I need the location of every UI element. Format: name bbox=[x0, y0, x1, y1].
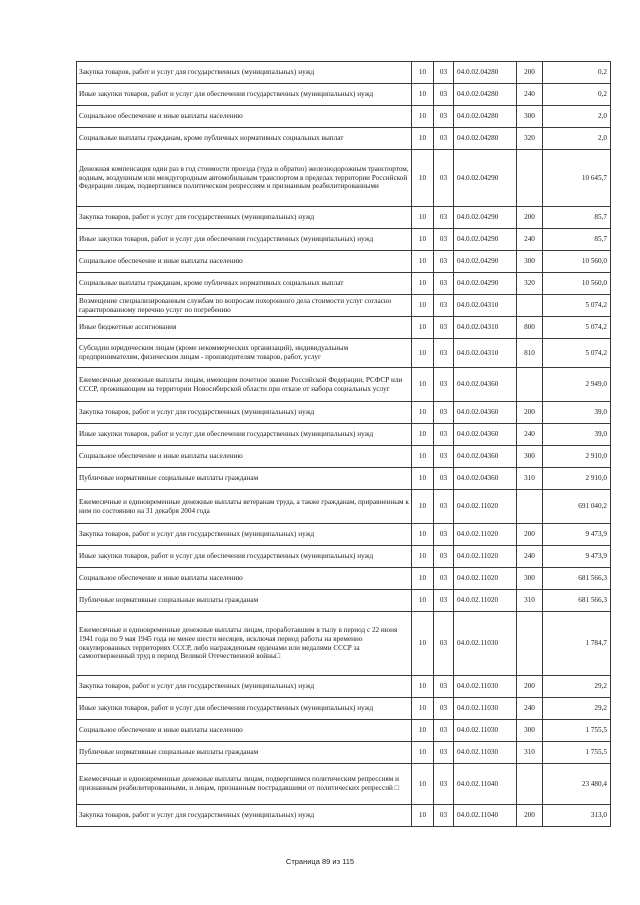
row-amount: 2,0 bbox=[543, 106, 611, 128]
row-name: Иные закупки товаров, работ и услуг для обеспечения государственных (муниципальных) нужд bbox=[77, 698, 412, 720]
row-name: Иные закупки товаров, работ и услуг для обеспечения государственных (муниципальных) нужд bbox=[77, 229, 412, 251]
row-name: Закупка товаров, работ и услуг для государственных (муниципальных) нужд bbox=[77, 207, 412, 229]
row-name: Закупка товаров, работ и услуг для государственных (муниципальных) нужд bbox=[77, 62, 412, 84]
row-name: Ежемесячные и единовременные денежные выплаты ветеранам труда, а также гражданам, приравненным к ним по состоянию на 31 декабря 2004 года bbox=[77, 490, 412, 524]
row-subsection: 03 bbox=[434, 150, 454, 207]
row-amount: 2 949,0 bbox=[543, 368, 611, 402]
row-expense-type: 200 bbox=[517, 524, 543, 546]
row-subsection: 03 bbox=[434, 546, 454, 568]
row-target-code: 04.0.02.04280 bbox=[454, 62, 517, 84]
row-expense-type: 240 bbox=[517, 546, 543, 568]
row-section: 10 bbox=[412, 590, 434, 612]
row-name: Возмещение специализированным службам по вопросам похоронного дела стоимости услуг согласно гарантированному перечню услуг по погребению bbox=[77, 295, 412, 317]
row-section: 10 bbox=[412, 490, 434, 524]
row-amount: 5 074,2 bbox=[543, 295, 611, 317]
row-section: 10 bbox=[412, 805, 434, 827]
row-section: 10 bbox=[412, 128, 434, 150]
row-target-code: 04.0.02.11020 bbox=[454, 524, 517, 546]
row-target-code: 04.0.02.04310 bbox=[454, 339, 517, 368]
row-subsection: 03 bbox=[434, 764, 454, 805]
row-section: 10 bbox=[412, 368, 434, 402]
row-target-code: 04.0.02.11030 bbox=[454, 612, 517, 676]
row-section: 10 bbox=[412, 676, 434, 698]
row-amount: 29,2 bbox=[543, 698, 611, 720]
row-expense-type: 310 bbox=[517, 468, 543, 490]
row-target-code: 04.0.02.04310 bbox=[454, 295, 517, 317]
row-section: 10 bbox=[412, 720, 434, 742]
row-name: Ежемесячные денежные выплаты лицам, имеющим почетное звание Российской Федерации, РСФСР или СССР, проживающим на территории Новосибирской области при отказе от набора социальных услуг bbox=[77, 368, 412, 402]
row-target-code: 04.0.02.04290 bbox=[454, 273, 517, 295]
row-subsection: 03 bbox=[434, 424, 454, 446]
table-row bbox=[77, 402, 611, 424]
row-expense-type bbox=[517, 295, 543, 317]
row-amount: 23 480,4 bbox=[543, 764, 611, 805]
row-amount: 5 074,2 bbox=[543, 317, 611, 339]
table-row bbox=[77, 612, 611, 676]
row-expense-type: 240 bbox=[517, 84, 543, 106]
row-section: 10 bbox=[412, 251, 434, 273]
row-amount: 1 755,5 bbox=[543, 720, 611, 742]
budget-table-body bbox=[77, 62, 611, 827]
row-section: 10 bbox=[412, 317, 434, 339]
row-target-code: 04.0.02.11020 bbox=[454, 546, 517, 568]
row-amount: 9 473,9 bbox=[543, 546, 611, 568]
row-subsection: 03 bbox=[434, 207, 454, 229]
row-expense-type: 300 bbox=[517, 251, 543, 273]
row-target-code: 04.0.02.11030 bbox=[454, 742, 517, 764]
table-row bbox=[77, 317, 611, 339]
row-amount: 39,0 bbox=[543, 402, 611, 424]
row-expense-type: 320 bbox=[517, 128, 543, 150]
row-amount: 1 755,5 bbox=[543, 742, 611, 764]
row-section: 10 bbox=[412, 295, 434, 317]
row-amount: 29,2 bbox=[543, 676, 611, 698]
row-expense-type: 200 bbox=[517, 207, 543, 229]
row-target-code: 04.0.02.04280 bbox=[454, 128, 517, 150]
table-row bbox=[77, 698, 611, 720]
row-section: 10 bbox=[412, 698, 434, 720]
row-section: 10 bbox=[412, 524, 434, 546]
row-amount: 0,2 bbox=[543, 84, 611, 106]
row-section: 10 bbox=[412, 84, 434, 106]
table-row bbox=[77, 128, 611, 150]
row-amount: 681 566,3 bbox=[543, 590, 611, 612]
row-subsection: 03 bbox=[434, 402, 454, 424]
table-row bbox=[77, 273, 611, 295]
row-subsection: 03 bbox=[434, 468, 454, 490]
row-subsection: 03 bbox=[434, 805, 454, 827]
row-expense-type: 200 bbox=[517, 805, 543, 827]
table-row bbox=[77, 62, 611, 84]
row-amount: 313,0 bbox=[543, 805, 611, 827]
row-name: Социальное обеспечение и иные выплаты населению bbox=[77, 251, 412, 273]
row-section: 10 bbox=[412, 568, 434, 590]
row-expense-type: 310 bbox=[517, 590, 543, 612]
row-expense-type: 200 bbox=[517, 676, 543, 698]
row-amount: 2 910,0 bbox=[543, 446, 611, 468]
row-section: 10 bbox=[412, 468, 434, 490]
row-expense-type bbox=[517, 368, 543, 402]
row-subsection: 03 bbox=[434, 490, 454, 524]
row-subsection: 03 bbox=[434, 128, 454, 150]
row-name: Социальные выплаты гражданам, кроме публичных нормативных социальных выплат bbox=[77, 273, 412, 295]
table-row bbox=[77, 720, 611, 742]
row-target-code: 04.0.02.04360 bbox=[454, 368, 517, 402]
row-amount: 1 784,7 bbox=[543, 612, 611, 676]
row-target-code: 04.0.02.11030 bbox=[454, 676, 517, 698]
row-subsection: 03 bbox=[434, 273, 454, 295]
row-name: Закупка товаров, работ и услуг для государственных (муниципальных) нужд bbox=[77, 805, 412, 827]
row-target-code: 04.0.02.11030 bbox=[454, 698, 517, 720]
row-target-code: 04.0.02.11020 bbox=[454, 490, 517, 524]
row-section: 10 bbox=[412, 273, 434, 295]
row-target-code: 04.0.02.04360 bbox=[454, 402, 517, 424]
row-expense-type bbox=[517, 150, 543, 207]
row-subsection: 03 bbox=[434, 742, 454, 764]
table-row bbox=[77, 84, 611, 106]
row-subsection: 03 bbox=[434, 368, 454, 402]
row-amount: 0,2 bbox=[543, 62, 611, 84]
row-amount: 2 910,0 bbox=[543, 468, 611, 490]
row-expense-type: 310 bbox=[517, 742, 543, 764]
row-subsection: 03 bbox=[434, 62, 454, 84]
row-subsection: 03 bbox=[434, 84, 454, 106]
row-subsection: 03 bbox=[434, 317, 454, 339]
row-subsection: 03 bbox=[434, 590, 454, 612]
table-row bbox=[77, 229, 611, 251]
row-section: 10 bbox=[412, 339, 434, 368]
row-expense-type: 300 bbox=[517, 446, 543, 468]
row-expense-type: 810 bbox=[517, 339, 543, 368]
row-name: Социальное обеспечение и иные выплаты населению bbox=[77, 106, 412, 128]
row-name: Публичные нормативные социальные выплаты гражданам bbox=[77, 590, 412, 612]
table-row bbox=[77, 295, 611, 317]
row-section: 10 bbox=[412, 424, 434, 446]
row-target-code: 04.0.02.11030 bbox=[454, 720, 517, 742]
row-subsection: 03 bbox=[434, 612, 454, 676]
row-name: Денежная компенсация один раз в год стоимости проезда (туда и обратно) железнодорожным транспортом, водным, воздушным или междугородным автомобильным транспортом в пределах территории Российской Федерации лицам, подвергшимся политическим репрессиям и признанным реабилитированными bbox=[77, 150, 412, 207]
row-amount: 10 560,0 bbox=[543, 273, 611, 295]
table-row bbox=[77, 764, 611, 805]
row-target-code: 04.0.02.11020 bbox=[454, 568, 517, 590]
row-name: Закупка товаров, работ и услуг для государственных (муниципальных) нужд bbox=[77, 524, 412, 546]
row-target-code: 04.0.02.04290 bbox=[454, 229, 517, 251]
row-subsection: 03 bbox=[434, 251, 454, 273]
row-name: Иные закупки товаров, работ и услуг для обеспечения государственных (муниципальных) нужд bbox=[77, 546, 412, 568]
row-subsection: 03 bbox=[434, 676, 454, 698]
table-row bbox=[77, 368, 611, 402]
row-target-code: 04.0.02.04290 bbox=[454, 150, 517, 207]
row-amount: 681 566,3 bbox=[543, 568, 611, 590]
table-row bbox=[77, 424, 611, 446]
row-expense-type: 300 bbox=[517, 106, 543, 128]
row-target-code: 04.0.02.11040 bbox=[454, 805, 517, 827]
row-target-code: 04.0.02.04360 bbox=[454, 424, 517, 446]
row-name: Социальное обеспечение и иные выплаты населению bbox=[77, 720, 412, 742]
row-amount: 10 645,7 bbox=[543, 150, 611, 207]
row-subsection: 03 bbox=[434, 698, 454, 720]
row-name: Закупка товаров, работ и услуг для государственных (муниципальных) нужд bbox=[77, 676, 412, 698]
page-number-label: Страница 89 из 115 bbox=[285, 857, 355, 866]
row-amount: 5 074,2 bbox=[543, 339, 611, 368]
page-footer bbox=[0, 857, 640, 866]
row-section: 10 bbox=[412, 742, 434, 764]
row-section: 10 bbox=[412, 207, 434, 229]
row-subsection: 03 bbox=[434, 568, 454, 590]
row-target-code: 04.0.02.04360 bbox=[454, 468, 517, 490]
row-subsection: 03 bbox=[434, 524, 454, 546]
row-amount: 2,0 bbox=[543, 128, 611, 150]
row-section: 10 bbox=[412, 229, 434, 251]
row-amount: 691 040,2 bbox=[543, 490, 611, 524]
row-section: 10 bbox=[412, 106, 434, 128]
table-row bbox=[77, 676, 611, 698]
row-section: 10 bbox=[412, 446, 434, 468]
row-amount: 85,7 bbox=[543, 229, 611, 251]
row-subsection: 03 bbox=[434, 339, 454, 368]
row-target-code: 04.0.02.04280 bbox=[454, 84, 517, 106]
table-row bbox=[77, 339, 611, 368]
row-subsection: 03 bbox=[434, 295, 454, 317]
row-amount: 39,0 bbox=[543, 424, 611, 446]
table-row bbox=[77, 524, 611, 546]
row-target-code: 04.0.02.04310 bbox=[454, 317, 517, 339]
row-expense-type: 300 bbox=[517, 568, 543, 590]
row-section: 10 bbox=[412, 402, 434, 424]
row-amount: 85,7 bbox=[543, 207, 611, 229]
table-row bbox=[77, 590, 611, 612]
row-expense-type bbox=[517, 764, 543, 805]
row-subsection: 03 bbox=[434, 720, 454, 742]
row-name: Социальное обеспечение и иные выплаты населению bbox=[77, 446, 412, 468]
table-row bbox=[77, 106, 611, 128]
row-expense-type: 320 bbox=[517, 273, 543, 295]
row-expense-type: 200 bbox=[517, 402, 543, 424]
row-name: Иные закупки товаров, работ и услуг для обеспечения государственных (муниципальных) нужд bbox=[77, 84, 412, 106]
row-name: Социальные выплаты гражданам, кроме публичных нормативных социальных выплат bbox=[77, 128, 412, 150]
table-row bbox=[77, 207, 611, 229]
table-row bbox=[77, 150, 611, 207]
row-expense-type: 300 bbox=[517, 720, 543, 742]
row-target-code: 04.0.02.11020 bbox=[454, 590, 517, 612]
table-row bbox=[77, 446, 611, 468]
row-expense-type: 200 bbox=[517, 62, 543, 84]
table-row bbox=[77, 468, 611, 490]
row-section: 10 bbox=[412, 612, 434, 676]
row-target-code: 04.0.02.04360 bbox=[454, 446, 517, 468]
row-target-code: 04.0.02.04290 bbox=[454, 207, 517, 229]
table-row bbox=[77, 568, 611, 590]
row-target-code: 04.0.02.04290 bbox=[454, 251, 517, 273]
row-name: Социальное обеспечение и иные выплаты населению bbox=[77, 568, 412, 590]
row-name: Иные закупки товаров, работ и услуг для обеспечения государственных (муниципальных) нужд bbox=[77, 424, 412, 446]
row-expense-type bbox=[517, 490, 543, 524]
row-section: 10 bbox=[412, 764, 434, 805]
table-row bbox=[77, 490, 611, 524]
row-expense-type: 240 bbox=[517, 229, 543, 251]
row-expense-type: 240 bbox=[517, 424, 543, 446]
row-target-code: 04.0.02.04280 bbox=[454, 106, 517, 128]
table-row bbox=[77, 742, 611, 764]
row-name: Публичные нормативные социальные выплаты гражданам bbox=[77, 742, 412, 764]
table-row bbox=[77, 251, 611, 273]
row-name: Закупка товаров, работ и услуг для государственных (муниципальных) нужд bbox=[77, 402, 412, 424]
row-section: 10 bbox=[412, 62, 434, 84]
row-expense-type: 240 bbox=[517, 698, 543, 720]
row-name: Ежемесячные и единовременные денежные выплаты лицам, подвергшимся политическим репрессиям и признанным реабилитированными, и лицам, признанным пострадавшими от политических репрессий □ bbox=[77, 764, 412, 805]
row-name: Субсидии юридическим лицам (кроме некоммерческих организаций), индивидуальным предпринимателям, физическим лицам - производителям товаров, работ, услуг bbox=[77, 339, 412, 368]
row-section: 10 bbox=[412, 150, 434, 207]
row-target-code: 04.0.02.11040 bbox=[454, 764, 517, 805]
row-section: 10 bbox=[412, 546, 434, 568]
row-expense-type bbox=[517, 612, 543, 676]
row-name: Ежемесячные и единовременные денежные выплаты лицам, проработавшим в тылу в период с 22 июня 1941 года по 9 мая 1945 года не менее шести месяцев, исключая период работы на временно оккупированных территориях СССР, либо награжденным орденами или медалями СССР за самоотверженный труд в период Великой Отечественной войны□ bbox=[77, 612, 412, 676]
table-row bbox=[77, 805, 611, 827]
row-name: Публичные нормативные социальные выплаты гражданам bbox=[77, 468, 412, 490]
row-subsection: 03 bbox=[434, 229, 454, 251]
row-subsection: 03 bbox=[434, 106, 454, 128]
row-name: Иные бюджетные ассигнования bbox=[77, 317, 412, 339]
row-amount: 9 473,9 bbox=[543, 524, 611, 546]
budget-table bbox=[76, 61, 611, 827]
row-expense-type: 800 bbox=[517, 317, 543, 339]
row-amount: 10 560,0 bbox=[543, 251, 611, 273]
row-subsection: 03 bbox=[434, 446, 454, 468]
table-row bbox=[77, 546, 611, 568]
